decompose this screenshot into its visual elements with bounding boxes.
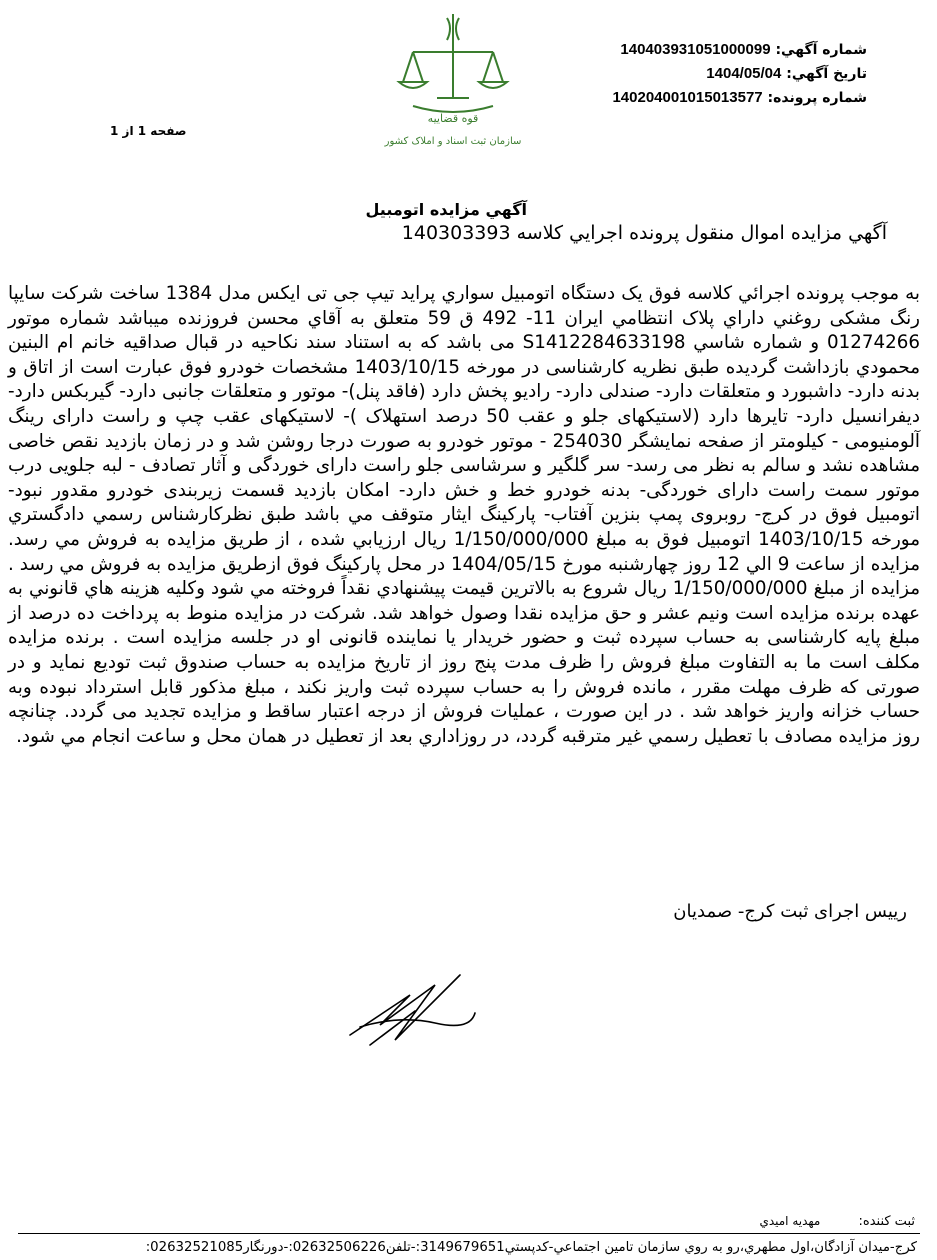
notice-meta [507, 38, 867, 110]
notice-number: 140403931051000099 [620, 41, 771, 58]
notice-title: آگهي مزايده اتومبيل [365, 200, 527, 219]
notice-body-text: به موجب پرونده اجرائي كلاسه فوق يک دستگاه اتومبيل سواري پرايد تيپ جی تی ایکس مدل 1384 ساخت شركت سايپا رنگ مشکی روغني داراي پلاک انتظامي ایران 11- 492 ق 59 متعلق به آقاي محسن فروزنده ميباشد شماره موتور 01274266 و شماره شاسي S1412284633198 می باشد كه به استناد سند نكاحيه در قبال صداقيه خانم ام البنين محمودي بازداشت گرديده طبق نظريه کارشناسی در مورخه 1403/10/15 مشخصات خودرو فوق عبارت است از اتاق و بدنه دارد- داشبورد و متعلقات دارد- صندلی دارد- رادیو پخش دارد (فاقد پنل)- موتور و متعلقات جانبی دارد- گیربکس دارد- دیفرانسیل دارد- تایرها دارد (لاستیکهای جلو و عقب 50 درصد استهلاک )- لاستیکهای عقب چپ و راست دارای رینگ آلومنیومی - کیلومتر از صفحه نمایشگر 254030 - موتور خودرو به صورت درجا روشن شد و در زمان بازدید نقص خاصی مشاهده نشد و سالم به نظر می رسد- سر گلگیر و سرشاسی جلو راست دارای خوردگی و آثار تصادف - لبه جلویی درب موتور سمت راست دارای خوردگی- بدنه خودرو خط و خش دارد- امکان بازدید قسمت زیربندی خودرو مقدور نبود- اتومبیل فوق در کرج- روبروی پمپ بنزین آفتاب- پارکینگ ایثار متوقف مي باشد طبق نظركارشناس رسمي دادگستري مورخه 1403/10/15 اتومبيل فوق به مبلغ 1/150/000/000 ريال ارزيابي شده ، از طريق مزايده به فروش مي رسد. مزايده از ساعت 9 الي 12 روز چهارشنبه مورخ 1404/05/15 در محل پارکینگ فوق ازطريق مزايده به فروش مي رسد . مزايده از مبلغ 1/150/000/000 ريال شروع به بالاترين قيمت پيشنهادي نقداً فروخته مي شود وكليه هزينه هاي قانوني به عهده برنده مزايده است ونیم عشر و حق مزایده نقدا وصول خواهد شد. شرکت در مزايده منوط به پرداخت ده درصد از مبلغ پایه کارشناسی به حساب سپرده ثبت و حضور خريدار يا نماينده قانونی او در جلسه مزايده است . برنده مزايده مکلف است ما به التفاوت مبلغ فروش را ظرف مدت پنج روز از تاريخ مزايده به حساب صندوق ثبت توديع نمايد و در صورتی كه ظرف مهلت مقرر ، مانده فروش را به حساب سپرده ثبت واريز نكند ، مبلغ مذكور قابل استرداد نبوده وبه حساب خزانه واريز خواهد شد . در اين صورت ، عمليات فروش از درجه اعتبار ساقط و مزايده تجديد می گردد. چنانچه روز مزايده مصادف با تعطيل رسمي غير مترقبه گردد، در روزاداري بعد از تعطيل در همان محل و ساعت انجام مي شود. [8, 283, 921, 747]
footer-divider [18, 1233, 920, 1234]
notice-number-label: شماره آگهي: [775, 42, 867, 58]
judiciary-emblem-logo [383, 10, 523, 160]
notice-date-label: تاريخ آگهي: [786, 66, 867, 82]
notice-number-row [507, 38, 867, 62]
case-number: 140204001015013577 [612, 89, 763, 106]
footer-address: كرج-ميدان آزادگان،اول مطهري،رو به روي سازمان تامين اجتماعي-كدپستي3149679651:-تلفن02632506226:-دورنگار02632521085: [145, 1240, 917, 1255]
page-indicator: صفحه 1 از 1 [110, 124, 187, 138]
notice-date-row [507, 62, 867, 86]
case-number-row [507, 86, 867, 110]
recorder-name: مهديه اميدي [759, 1214, 821, 1228]
case-number-label: شماره پرونده: [767, 90, 867, 106]
recorder-label: ثبت كننده: [858, 1214, 915, 1229]
notice-body [8, 282, 920, 749]
emblem-org: سازمان ثبت اسناد و املاک کشور [384, 136, 522, 147]
recorder-line [759, 1214, 915, 1229]
notice-subtitle: آگهي مزايده اموال منقول پرونده اجرايي كلاسه 140303393 [401, 222, 887, 244]
signature-image [340, 965, 480, 1055]
signer-line: رييس اجرای ثبت کرج- صمدیان [673, 901, 907, 922]
emblem-text: قوه قضاییه [427, 112, 479, 125]
notice-date: 1404/05/04 [706, 65, 782, 82]
